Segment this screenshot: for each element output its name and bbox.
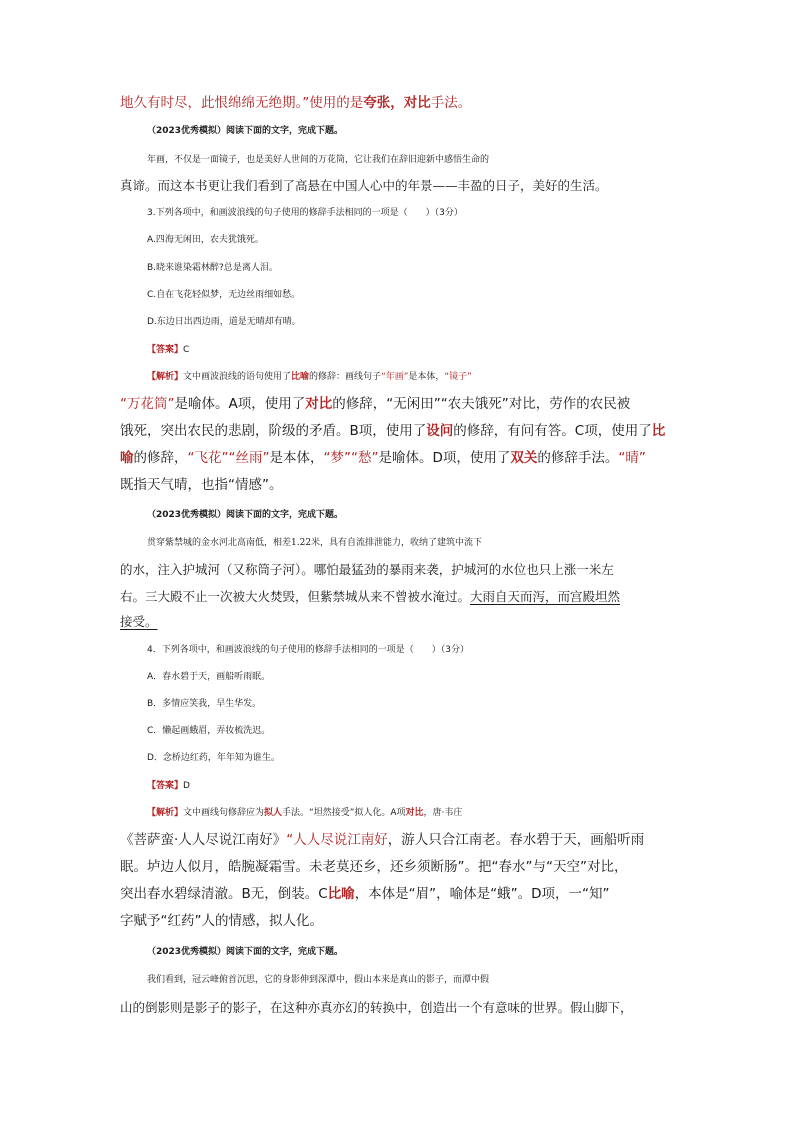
text-run: 我们看到，冠云峰俯首沉思，它的身影伸到深潭中，假山本来是真山的影子，而潭中假 xyxy=(147,975,490,985)
text-run: 的修辞， xyxy=(133,450,188,466)
section-2-passage-line-4 xyxy=(120,612,680,632)
answer-value: D xyxy=(183,781,190,791)
text-run: “飞花”“丝雨” xyxy=(187,450,270,466)
question-4-answer xyxy=(147,776,707,796)
analysis-text xyxy=(183,372,472,382)
question-3-option-d: D.东边日出西边雨，道是无晴却有晴。 xyxy=(147,317,301,327)
text-run: “晴” xyxy=(618,450,646,466)
text-run: 地久有时尽，此恨绵绵无绝期。” xyxy=(120,95,310,111)
text-run: 《菩萨蛮·人人尽说江南好》 xyxy=(120,832,287,848)
analysis-label: 【解析】 xyxy=(147,808,184,818)
answer-label: 【答案】 xyxy=(147,781,184,791)
text-run: 眠。垆边人似月，皓腕凝霜雪。未老莫还乡，还乡须断肠”。把“春水”与“天空”对比， xyxy=(120,859,628,875)
text-run: 手法。“坦然接受”拟人化。A项 xyxy=(282,808,406,818)
text-run: 比喻 xyxy=(291,372,310,382)
text-run: 夸张，对比 xyxy=(363,95,431,111)
text-run: 使用的是 xyxy=(309,95,364,111)
text-run: 是喻体。A项，使用了 xyxy=(174,396,306,412)
text-run: 大雨自天而泻，而宫殿坦然 xyxy=(470,589,621,604)
answer-value: C xyxy=(183,345,190,355)
section-2-passage-line-3 xyxy=(120,587,680,607)
section-3-passage-line-2 xyxy=(120,998,680,1018)
text-run: 山的倒影则是影子的影子，在这种亦真亦幻的转换中，创造出一个有意味的世界。假山脚下， xyxy=(120,1000,633,1015)
intro-line xyxy=(120,93,680,113)
question-4-option-c: C．懒起画蛾眉，弄妆梳洗迟。 xyxy=(147,726,271,736)
question-3-option-a: A.四海无闲田，农夫犹饿死。 xyxy=(147,235,264,245)
section-2-passage-line-1 xyxy=(147,533,707,553)
analysis-label: 【解析】 xyxy=(147,372,184,382)
text-run: 既指天气晴，也指“情感”。 xyxy=(120,477,283,493)
question-4-analysis-line-4 xyxy=(120,884,680,904)
question-3-option-c: C.自在飞花轻似梦，无边丝雨细如愁。 xyxy=(147,290,301,300)
text-run: ，唐·韦庄 xyxy=(423,808,463,818)
text-run: 文中画线句修辞应为 xyxy=(183,808,265,818)
text-run: 是喻体。D项，使用了 xyxy=(378,450,511,466)
text-run: 的修辞，“无闲田”“农夫饿死”对比，劳作的农民被 xyxy=(332,396,631,412)
question-3-analysis-line-1 xyxy=(147,367,707,387)
text-run: 喻 xyxy=(120,450,134,466)
text-run: 比 xyxy=(651,423,666,439)
question-3-option-b: B.晓来谁染霜林醉?总是离人泪。 xyxy=(147,263,278,273)
text-run: 双关 xyxy=(510,450,538,466)
question-3-analysis-line-3 xyxy=(120,421,680,441)
question-3: 3.下列各项中，和画波浪线的句子使用的修辞手法相同的一项是（ ）（3分） xyxy=(147,208,463,218)
text-run: “梦”“愁” xyxy=(323,450,379,466)
text-run: 对比 xyxy=(405,808,424,818)
section-1-heading: （2023优秀模拟）阅读下面的文字，完成下题。 xyxy=(147,126,344,136)
text-run: 真谛。而这本书更让我们看到了高悬在中国人心中的年景——丰盈的日子，美好的生活。 xyxy=(120,178,608,193)
section-2-heading: （2023优秀模拟）阅读下面的文字，完成下题。 xyxy=(147,510,344,520)
question-4-analysis-line-1 xyxy=(147,803,707,823)
question-4-analysis-line-3 xyxy=(120,857,680,877)
text-run: 的修辞手法。 xyxy=(537,450,619,466)
text-run: 是本体， xyxy=(269,450,324,466)
text-run: “镜子” xyxy=(444,372,472,382)
question-3-analysis-line-4 xyxy=(120,448,680,468)
section-1-passage-line-2 xyxy=(120,176,680,196)
text-run: “年画” xyxy=(381,372,409,382)
question-4-analysis-line-2 xyxy=(120,830,680,850)
text-run: 对比 xyxy=(305,396,333,412)
text-run: 突出春水碧绿清澈。B无，倒装。C xyxy=(120,886,328,902)
text-run: ，本体是“眉”，喻体是“蛾”。D项，一“知” xyxy=(354,886,610,902)
question-3-analysis-line-5 xyxy=(120,475,680,495)
text-run: ，游人只合江南老。春水碧于天，画船听雨 xyxy=(387,832,645,848)
section-3-heading: （2023优秀模拟）阅读下面的文字，完成下题。 xyxy=(147,947,344,957)
text-run: 手法。 xyxy=(430,95,472,111)
question-4-option-b: B．多情应笑我，早生华发。 xyxy=(147,699,262,709)
text-run: 饿死，突出农民的悲剧，阶级的矛盾。B项，使用了 xyxy=(120,423,427,439)
text-run: 的修辞，有问有答。C项，使用了 xyxy=(453,423,652,439)
text-run: 拟人 xyxy=(264,808,283,818)
text-run: 字赋予“红药”人的情感，拟人化。 xyxy=(120,913,323,929)
text-run: 的修辞：画线句子 xyxy=(309,372,382,382)
text-run: 文中画波浪线的语句使用了 xyxy=(183,372,292,382)
text-run: 年画，不仅是一面镜子，也是美好人世间的万花筒，它让我们在辞旧迎新中感悟生命的 xyxy=(147,155,490,165)
question-3-analysis-line-2 xyxy=(120,394,680,414)
question-4-option-d: D．念桥边红药，年年知为谁生。 xyxy=(147,753,280,763)
text-run: 是本体， xyxy=(408,372,445,382)
text-run: 比喻 xyxy=(327,886,355,902)
section-3-passage-line-1 xyxy=(147,970,707,990)
section-1-passage-line-1 xyxy=(147,150,707,170)
text-run: “人人尽说江南好 xyxy=(286,832,388,848)
question-4-option-a: A．春水碧于天，画船听雨眠。 xyxy=(147,672,271,682)
text-run: 设问 xyxy=(426,423,454,439)
text-run: 右。三大殿不止一次被大火焚毁，但紫禁城从来不曾被水淹过。 xyxy=(120,589,471,604)
section-2-passage-line-2 xyxy=(120,560,680,580)
text-run: “万花筒” xyxy=(120,396,175,412)
answer-label: 【答案】 xyxy=(147,345,184,355)
text-run: 贯穿紫禁城的金水河北高南低，相差1.22米，具有自流排泄能力，收纳了建筑中流下 xyxy=(147,538,483,548)
text-run: 的水，注入护城河（又称筒子河）。哪怕最猛劲的暴雨来袭，护城河的水位也只上涨一米左 xyxy=(120,562,614,577)
question-3-answer xyxy=(147,340,707,360)
analysis-text xyxy=(183,808,462,818)
text-run: 接受。 xyxy=(120,614,158,629)
question-4-analysis-line-5 xyxy=(120,911,680,931)
question-4: 4．下列各项中，和画波浪线的句子使用的修辞手法相同的一项是（ ）（3分） xyxy=(147,645,469,655)
